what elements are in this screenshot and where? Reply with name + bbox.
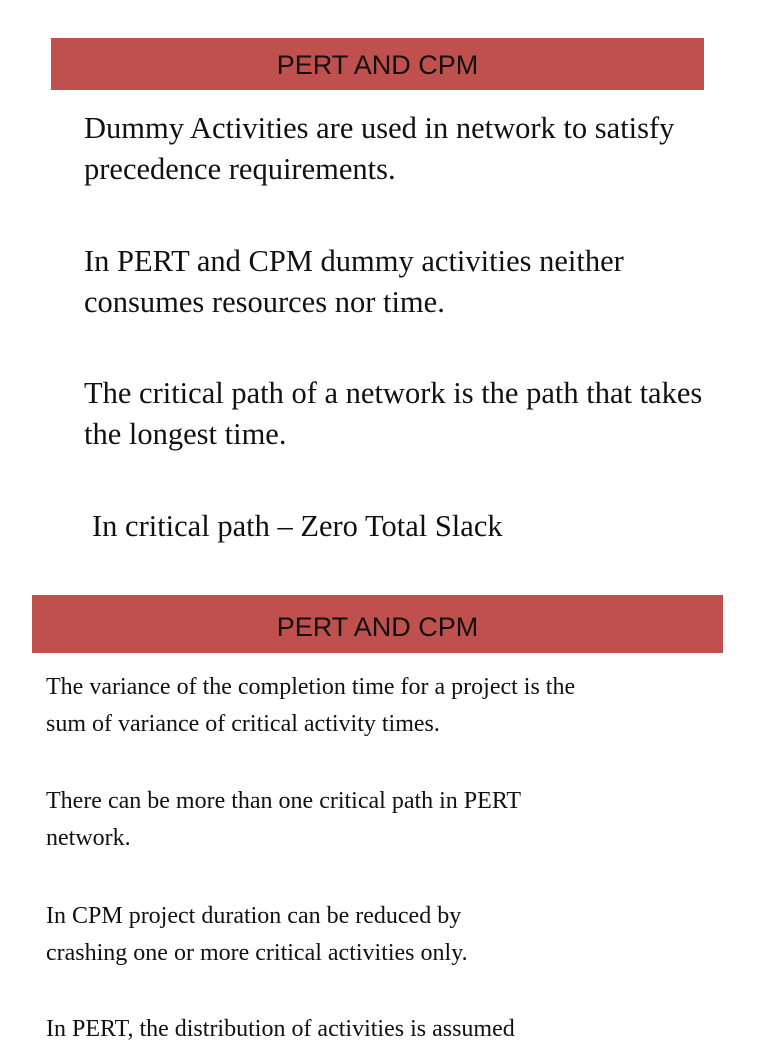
slide-2-title: PERT AND CPM bbox=[276, 612, 479, 642]
slide-1-paragraph-dummy-resources: In PERT and CPM dummy activities neither consumes resources nor time. bbox=[84, 244, 624, 319]
slide-1-title-banner bbox=[51, 38, 704, 90]
slide-1-paragraph-critical-path: The critical path of a network is the path that takes the longest time. bbox=[84, 376, 703, 451]
slide-2-paragraph-multiple-critical-paths: There can be more than one critical path in PERT network. bbox=[46, 788, 521, 851]
slide-2-paragraph-distribution: In PERT, the distribution of activities is assumed bbox=[46, 1016, 515, 1042]
slide-2-paragraph-crashing: In CPM project duration can be reduced by crashing one or more critical activities only. bbox=[46, 903, 468, 966]
slide-2-paragraph-variance: The variance of the completion time for a project is the sum of variance of critical activity times. bbox=[46, 674, 576, 737]
slide-2-title-banner bbox=[32, 595, 723, 653]
slide-1-paragraph-zero-slack: In critical path – Zero Total Slack bbox=[92, 509, 503, 543]
slide-1-paragraph-dummy-activities: Dummy Activities are used in network to satisfy precedence requirements. bbox=[84, 111, 675, 186]
slide-1-title: PERT AND CPM bbox=[276, 50, 479, 80]
